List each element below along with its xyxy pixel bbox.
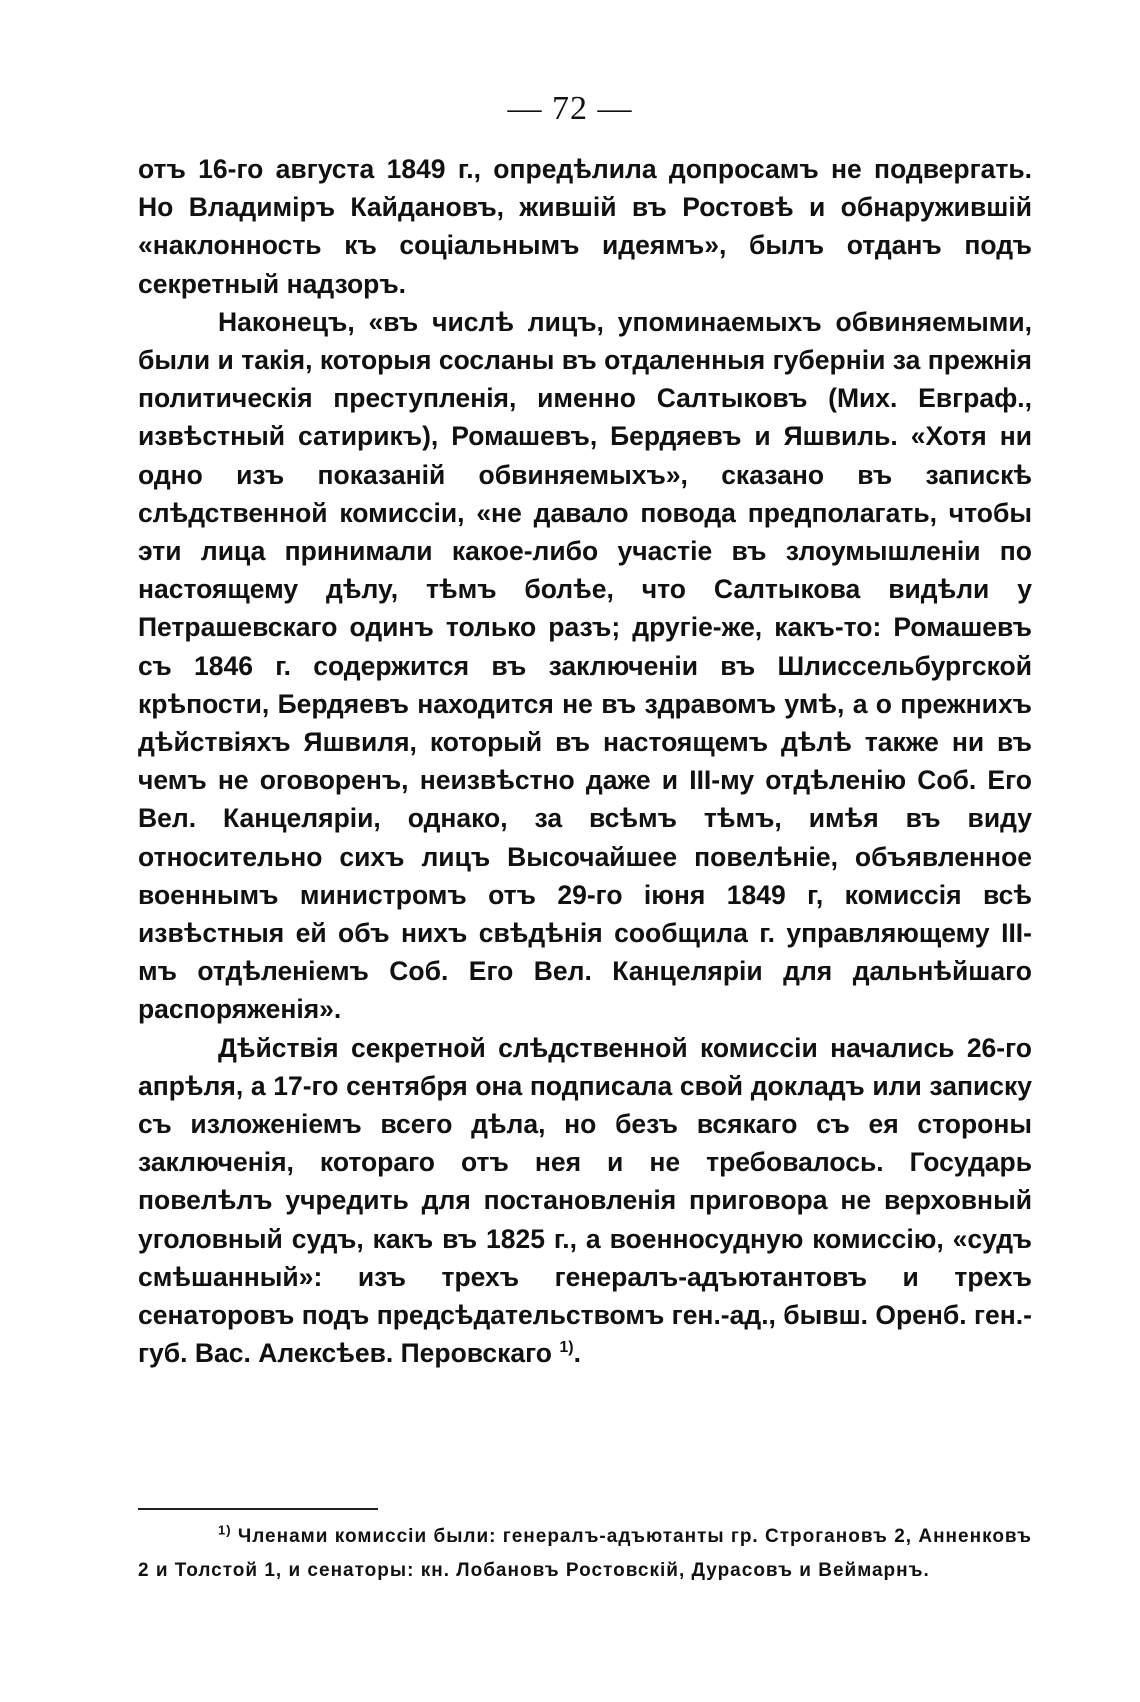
footnote [138,1520,1032,1588]
footnote-mark: 1) [218,1522,232,1538]
page-number: — 72 — [507,90,633,127]
paragraph-1: отъ 16-го августа 1849 г., опредѣлила допросамъ не подвергать. Но Владимiръ Кайдановъ, жившiй въ Ростовѣ и обнаружившiй «наклонность къ соцiальнымъ идеямъ», былъ отданъ подъ секретный надзоръ. [138,154,1032,299]
paragraph-2: Наконецъ, «въ числѣ лицъ, упоминаемыхъ обвиняемыми, были и такiя, которыя сосланы въ отдаленныя губернiи за прежнiя политическiя преступленiя, именно Салтыковъ (Мих. Евграф., извѣстный сатирикъ), Ромашевъ, Бердяевъ и Яшвиль. «Хотя ни одно изъ показанiй обвиняемыхъ», сказано въ запискѣ слѣдственной комиссiи, «не давало повода предполагать, чтобы эти лица принимали какое-либо участiе въ злоумышленiи по настоящему дѣлу, тѣмъ болѣе, что Салтыкова видѣли у Петрашевскаго одинъ только разъ; другiе-же, какъ-то: Ромашевъ съ 1846 г. содержится въ заключенiи въ Шлиссельбургской крѣпости, Бердяевъ находится не въ здравомъ умѣ, а о прежнихъ дѣйствiяхъ Яшвиля, который въ настоящемъ дѣлѣ также ни въ чемъ не оговоренъ, неизвѣстно даже и III-му отдѣленiю Соб. Его Вел. Канцелярiи, однако, за всѣмъ тѣмъ, имѣя въ виду относительно сихъ лицъ Высочайшее повелѣнiе, объявленное военнымъ министромъ отъ 29-го iюня 1849 г, комиссiя всѣ извѣстныя ей объ нихъ свѣдѣнiя сообщила г. управляющему III-мъ отдѣленiемъ Соб. Его Вел. Канцелярiи для дальнѣйшаго распоряженiя». [138,306,1032,1025]
footnote-text: Членами комиссiи были: генералъ-адъютанты гр. Строгановъ 2, Анненковъ 2 и Толстой 1, и сенаторы: кн. Лобановъ Ростовскiй, Дурасовъ и Веймарнъ. [138,1526,1032,1581]
main-text [138,150,1032,1373]
paragraph-3: Дѣйствiя секретной слѣдственной комиссiи начались 26-го апрѣля, а 17-го сентября она подписала свой докладъ или записку съ изложенiемъ всего дѣла, но безъ всякаго съ ея стороны заключенiя, котораго отъ нея и не требовалось. Государь повелѣлъ учредить для постановленiя приговора не верховный уголовный судъ, какъ въ 1825 г., а военносудную комиссiю, «судъ смѣшанный»: изъ трехъ генералъ-адъютантовъ и трехъ сенаторовъ подъ предсѣдательствомъ ген.-ад., бывш. Оренб. ген.-губ. Вас. Алексѣев. Перовскаго $^{1)}$. [138,1032,1032,1369]
paragraph-3-text: Дѣйствiя секретной слѣдственной комиссiи начались 26-го апрѣля, а 17-го сентября она подписала свой докладъ или записку съ изложенiемъ всего дѣла, но безъ всякаго съ ея стороны заключенiя, котораго отъ нея и не требовалось. Государь повелѣлъ учредить для постановленiя приговора не верховный уголовный судъ, какъ въ 1825 г., а военносудную комиссiю, «судъ смѣшанный»: изъ трехъ генералъ-адъютантовъ и трехъ сенаторовъ подъ предсѣдательствомъ ген.-ад., бывш. Оренб. ген.-губ. Вас. Алексѣев. Перовскаго [138,1032,1032,1369]
footnote-reference: 1) [559,1339,574,1357]
footnote-divider [138,1508,378,1510]
